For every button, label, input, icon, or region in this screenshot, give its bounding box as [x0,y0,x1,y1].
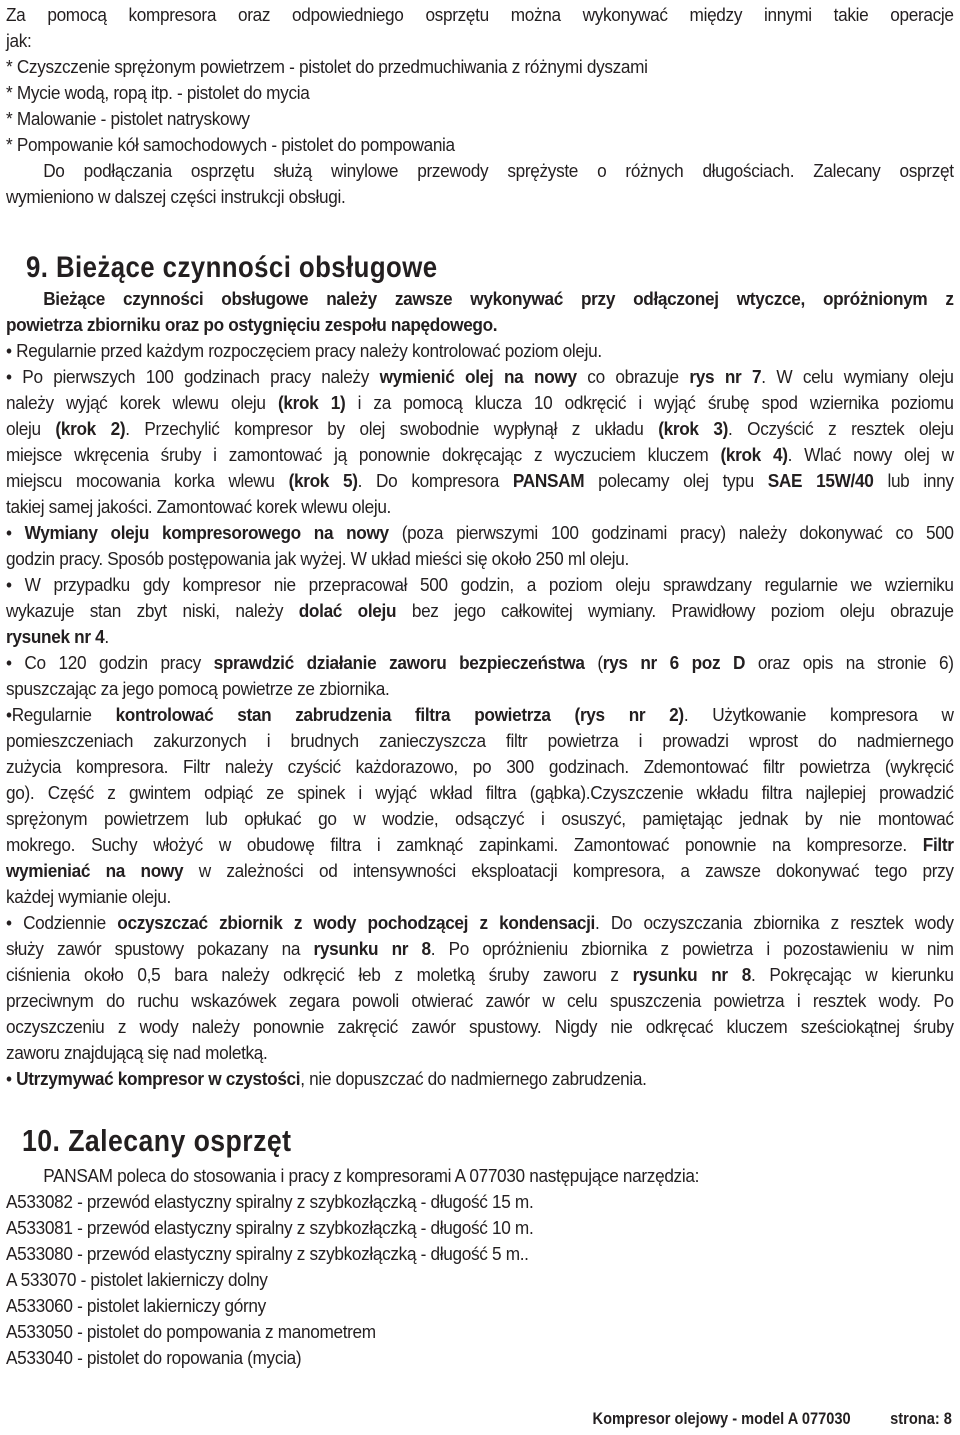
bold-text: sprawdzić działanie zaworu bezpieczeństwa [213,652,585,673]
paragraph-line [6,520,954,546]
text: . Użytkowanie kompresora w [683,704,954,725]
text: • [6,1068,17,1089]
bold-text: (krok 3) [658,418,729,439]
intro-line: Do podłączania osprzętu służą winylowe przewody sprężyste o różnych długościach. Zalecany osprzęt [43,160,954,181]
text: ciśnienia około 0,5 bara należy odkręcić łeb z moletką śruby zaworu z [6,964,633,985]
paragraph-line [6,598,954,624]
section-10-heading: 10. Zalecany osprzęt [22,1123,292,1158]
paragraph-line [6,468,954,494]
text: . W celu wymiany oleju [761,366,954,387]
bold-text: wymieniać na nowy [6,860,184,881]
lead-text: powietrza zbiorniku oraz po ostygnięciu zespołu napędowego. [6,314,498,335]
accessory-item: A533050 - pistolet do pompowania z manometrem [6,1321,376,1342]
paragraph-line [6,416,954,442]
bold-text: Utrzymywać kompresor w czystości [16,1068,301,1089]
accessory-item: A 533070 - pistolet lakierniczy dolny [6,1269,268,1290]
section-9-body [6,286,954,1092]
text: . [104,626,109,647]
bold-text: rysunku nr 8 [313,938,431,959]
paragraph-line [6,702,954,728]
accessories-intro: PANSAM poleca do stosowania i pracy z kompresorami A 077030 następujące narzędzia: [43,1165,700,1186]
bold-text: (krok 5) [288,470,358,491]
bold-text: Filtr [922,834,954,855]
bold-text: (krok 4) [720,444,788,465]
text: służy zawór spustowy pokazany na [6,938,314,959]
page-footer [593,1409,952,1429]
intro-line: Za pomocą kompresora oraz odpowiedniego osprzętu można wykonywać między innymi takie operacje [6,4,954,25]
paragraph-line: przeciwnym do ruchu wskazówek zegara powoli otwierać zawór w celu spuszczenia powietrza i resztek wody. Po [6,990,954,1011]
paragraph-line: każdej wymianie oleju. [6,886,171,907]
text: w zależności od intensywności eksploatacji kompresora, a zawsze dokonywać tego przy [183,860,954,881]
section-9-heading: 9. Bieżące czynności obsługowe [26,251,438,284]
bold-text: rys nr 6 poz D [602,652,746,673]
text: . Po opróżnieniu zbiornika z powietrza i pozostawieniu w nim [430,938,954,959]
text: • [6,522,25,543]
text: , nie dopuszczać do nadmiernego zabrudzenia. [300,1068,647,1089]
footer-model: Kompresor olejowy - model A 077030 [592,1409,851,1428]
paragraph-line: pomieszczeniach zakurzonych i brudnych zanieczyszcza filtr powietrza i prowadzi wprost do nadmiernego [6,730,954,751]
paragraph-line [6,832,954,858]
paragraph-line: godzin pracy. Sposób postępowania jak wyżej. W układ mieści się około 250 ml oleju. [6,548,629,569]
text: bez jego całkowitej wymiany. Prawidłowy poziom oleju obrazuje [396,600,954,621]
bold-text: wymienić olej na nowy [379,366,577,387]
text: . Przechylić kompresor by olej swobodnie wypłynął z układu [125,418,659,439]
lead-line [6,312,954,338]
bold-text: (krok 1) [277,392,346,413]
intro-block [6,2,954,210]
text: lub inny [873,470,954,491]
bold-text: rysunku nr 8 [632,964,751,985]
text: mokrego. Suchy włożyć w obudowę filtra i zamknąć zapinkami. Zamontować ponownie na kompresorze. [6,834,923,855]
text: •Regularnie [6,704,116,725]
lead-line [6,286,954,312]
text: polecamy olej typu [584,470,768,491]
text: co obrazuje [576,366,690,387]
footer-page-number: strona: 8 [890,1409,952,1428]
paragraph-line: oczyszczeniu z wody należy ponownie zakręcić zawór spustowy. Nigdy nie odkręcać kluczem sześciokątnej śruby [6,1016,954,1037]
paragraph-line: sprężonym powietrzem lub opłukać go w wodzie, odsączyć i osuszyć, pamiętając jednak by nie montować [6,808,954,829]
text: i za pomocą klucza 10 odkręcić i wyjąć śrubę spod wziernika poziomu [345,392,954,413]
bold-text: oczyszczać zbiornik z wody pochodzącej z kondensacji [117,912,596,933]
text: . Wlać nowy olej w [787,444,954,465]
accessory-item: A533081 - przewód elastyczny spiralny z szybkozłączką - długość 10 m. [6,1217,534,1238]
paragraph-line: • Regularnie przed każdym rozpoczęciem pracy należy kontrolować poziom oleju. [6,340,602,361]
bold-text: (krok 2) [55,418,126,439]
intro-line: jak: [6,30,32,51]
intro-line: * Mycie wodą, ropą itp. - pistolet do mycia [6,82,310,103]
bold-text: rysunek nr 4 [6,626,105,647]
paragraph-line [6,910,954,936]
text: (poza pierwszymi 100 godzinami pracy) należy dokonywać co 500 [388,522,954,543]
text: • Co 120 godzin pracy [6,652,214,673]
accessory-item: A533082 - przewód elastyczny spiralny z szybkozłączką - długość 15 m. [6,1191,534,1212]
bold-text: rys nr 7 [689,366,762,387]
paragraph-line [6,858,954,884]
accessory-item: A533080 - przewód elastyczny spiralny z szybkozłączką - długość 5 m.. [6,1243,529,1264]
intro-line: * Pompowanie kół samochodowych - pistolet do pompowania [6,134,455,155]
text: oleju [6,418,56,439]
paragraph-line: takiej samej jakości. Zamontować korek wlewu oleju. [6,496,392,517]
bold-text: SAE 15W/40 [767,470,874,491]
paragraph-line [6,624,954,650]
paragraph-line [6,364,954,390]
intro-line: * Czyszczenie sprężonym powietrzem - pistolet do przedmuchiwania z różnymi dyszami [6,56,648,77]
text: oraz opis na stronie 6) [745,652,954,673]
text: . Do kompresora [357,470,513,491]
paragraph-line: zaworu znajdującą się nad moletką. [6,1042,268,1063]
text: • Po pierwszych 100 godzinach pracy należy [6,366,380,387]
lead-text: Bieżące czynności obsługowe należy zawsze wykonywać przy odłączonej wtyczce, opróżnionym z [43,288,954,309]
paragraph-line [6,1066,954,1092]
paragraph-line [6,936,954,962]
intro-line: wymieniono w dalszej części instrukcji obsługi. [6,186,346,207]
bold-text: kontrolować stan zabrudzenia filtra powietrza (rys nr 2) [115,704,684,725]
text: ( [584,652,603,673]
intro-line: * Malowanie - pistolet natryskowy [6,108,250,129]
text: miejsce wkręcenia śruby i zamontować ją ponownie dokręcając z wyczuciem kluczem [6,444,721,465]
accessory-item: A533060 - pistolet lakierniczy górny [6,1295,266,1316]
bold-text: Wymiany oleju kompresorowego na nowy [24,522,389,543]
paragraph-line [6,650,954,676]
text: miejscu mocowania korka wlewu [6,470,289,491]
section-10-body [6,1163,954,1371]
text: . Pokręcając w kierunku [750,964,954,985]
paragraph-line: • W przypadku gdy kompresor nie przepracował 500 godzin, a poziom oleju sprawdzany regularnie we wzierniku [6,574,954,595]
bold-text: dolać oleju [298,600,397,621]
paragraph-line: spuszczając za jego pomocą powietrze ze zbiornika. [6,678,390,699]
text: . Do oczyszczania zbiornika z resztek wody [595,912,954,933]
paragraph-line [6,962,954,988]
paragraph-line: go). Część z gwintem odpiąć ze spinek i wyjąć wkład filtra (gąbka).Czyszczenie wkładu filtra najlepiej prowadzić [6,782,954,803]
text: należy wyjąć korek wlewu oleju [6,392,278,413]
bold-text: PANSAM [512,470,585,491]
text: . Oczyścić z resztek oleju [728,418,954,439]
paragraph-line [6,442,954,468]
accessory-item: A533040 - pistolet do ropowania (mycia) [6,1347,302,1368]
paragraph-line: zużycia kompresora. Filtr należy czyścić każdorazowo, po 300 godzinach. Zdemontować filtr powietrza (wykręcić [6,756,954,777]
text: • Codziennie [6,912,118,933]
text: wykazuje stan zbyt niski, należy [6,600,299,621]
paragraph-line [6,390,954,416]
